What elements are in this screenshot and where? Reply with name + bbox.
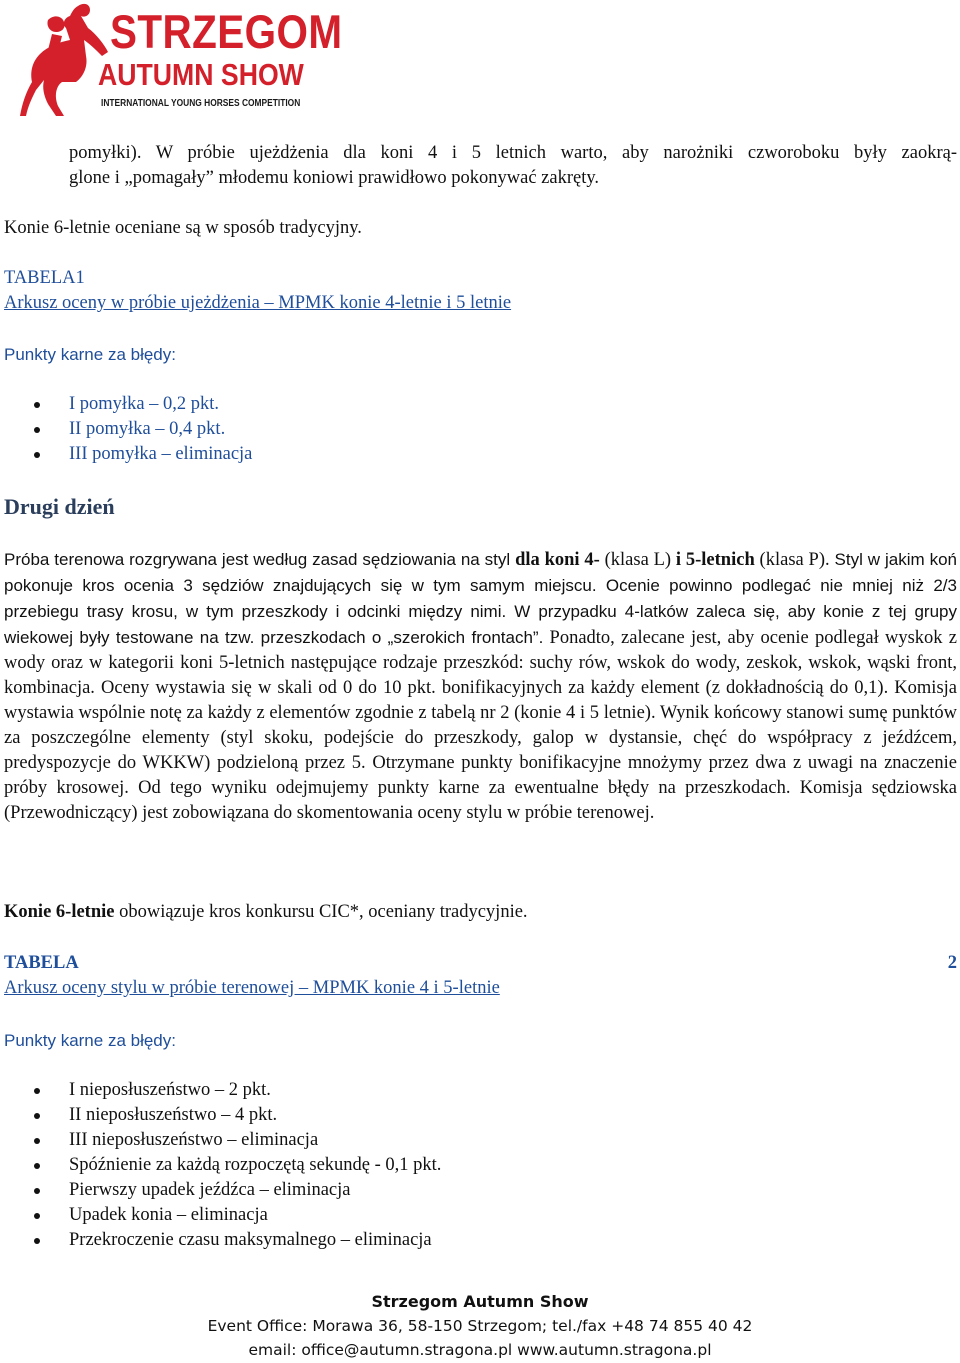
- table2-link[interactable]: Arkusz oceny stylu w próbie terenowej – MPMK konie 4 i 5-letnie: [4, 978, 500, 998]
- intro-line-1: pomyłki). W próbie ujeżdżenia dla koni 4 i 5 letnich warto, aby narożniki czworoboku były zaokrą-: [69, 143, 957, 163]
- logo-title: STRZEGOM: [110, 5, 343, 58]
- logo-subtitle: AUTUMN SHOW: [98, 57, 304, 92]
- bullet-icon: [34, 1188, 40, 1194]
- list-item: I pomyłka – 0,2 pkt.: [0, 392, 600, 417]
- six-year-note: Konie 6-letnie oceniane są w sposób tradycyjny.: [4, 218, 362, 238]
- bullet-icon: [34, 1163, 40, 1169]
- list-item: Pierwszy upadek jeźdźca – eliminacja: [0, 1178, 600, 1203]
- bullet-icon: [34, 1213, 40, 1219]
- bullet-icon: [34, 402, 40, 408]
- intro-line-2: glone i „pomagały” młodemu koniowi prawidłowo pokonywać zakręty.: [69, 168, 600, 188]
- list-item: II pomyłka – 0,4 pkt.: [0, 417, 600, 442]
- logo-tagline: INTERNATIONAL YOUNG HORSES COMPETITION: [101, 97, 301, 109]
- footer-contact: email: office@autumn.stragona.pl www.autumn.stragona.pl: [248, 1341, 712, 1359]
- table1-penalty-label: Punkty karne za błędy:: [4, 345, 176, 364]
- list-item: Spóźnienie za każdą rozpoczętą sekundę - 0,1 pkt.: [0, 1153, 600, 1178]
- footer-title: Strzegom Autumn Show: [371, 1292, 589, 1311]
- table2-penalty-label: Punkty karne za błędy:: [4, 1031, 176, 1050]
- intro-paragraph: [69, 141, 957, 191]
- list-item: II nieposłuszeństwo – 4 pkt.: [0, 1103, 600, 1128]
- table1-link[interactable]: Arkusz oceny w próbie ujeżdżenia – MPMK konie 4-letnie i 5 letnie: [4, 293, 512, 313]
- day2-heading: Drugi dzień: [4, 494, 115, 519]
- bullet-icon: [34, 1088, 40, 1094]
- bullet-icon: [34, 1238, 40, 1244]
- table1-penalty-list: [0, 392, 600, 467]
- table2-label: TABELA 2: [4, 953, 957, 973]
- bullet-icon: [34, 452, 40, 458]
- table2-penalty-list: [0, 1078, 600, 1253]
- table1-label: TABELA1: [4, 268, 85, 288]
- list-item: III pomyłka – eliminacja: [0, 442, 600, 467]
- list-item: Przekroczenie czasu maksymalnego – eliminacja: [0, 1228, 600, 1253]
- list-item: Upadek konia – eliminacja: [0, 1203, 600, 1228]
- strzegom-logo: [18, 0, 343, 118]
- bullet-icon: [34, 1138, 40, 1144]
- footer-address: Event Office: Morawa 36, 58-150 Strzegom; tel./fax +48 74 855 40 42: [207, 1317, 753, 1335]
- bullet-icon: [34, 427, 40, 433]
- six-year-cross-note: Konie 6-letnie obowiązuje kros konkursu CIC*, oceniany tradycyjnie.: [4, 902, 528, 922]
- list-item: III nieposłuszeństwo – eliminacja: [0, 1128, 600, 1153]
- bullet-icon: [34, 1113, 40, 1119]
- cross-country-paragraph: Próba terenowa rozgrywana jest według zasad sędziowania na styl dla koni 4- (klasa L) i 5-letnich (klasa P). Styl w jakim koń pokonuje kros ocenia 3 sędziów znajdujących się w tym samym miejscu. Ocenie powinno podlegać nie mniej niż 2/3 przebiegu trasy krosu, w tym przeszkody i odcinki między nimi. W przypadku 4-latków zaleca się, aby konie z tej grupy wiekowej były testowane na tzw. przeszkodach o „szerokich frontach”. Ponadto, zalecane jest, aby ocenie podlegał wyskok z wody oraz w kategorii koni 5-letnich następujące rodzaje przeszkód: suchy rów, wskok do wody, zeskok, wskok, wąski front, kombinacja. Oceny wystawia się w skali od 0 do 10 pkt. bonifikacyjnych za każdy element (z dokładnością do 0,1). Komisja wystawia wspólnie notę za każdy z elementów zgodnie z tabelą nr 2 (konie 4 i 5 letnie). Wynik końcowy stanowi sumę punktów za poszczególne elementy (styl skoku, podejście do przeszkody, galop w dystansie, chęć do współpracy z jeźdźcem, predyspozycje do WKKW) podzieloną przez 5. Otrzymane punkty bonifikacyjne mnożymy przez dwa z uwagi na znaczenie próby krosowej. Od tego wyniku odejmujemy punkty karne za ewentualne błędy na przeszkodach. Komisja sędziowska (Przewodniczący) jest zobowiązana do skomentowania oceny stylu w próbie terenowej.: [4, 550, 957, 823]
- list-item: I nieposłuszeństwo – 2 pkt.: [0, 1078, 600, 1103]
